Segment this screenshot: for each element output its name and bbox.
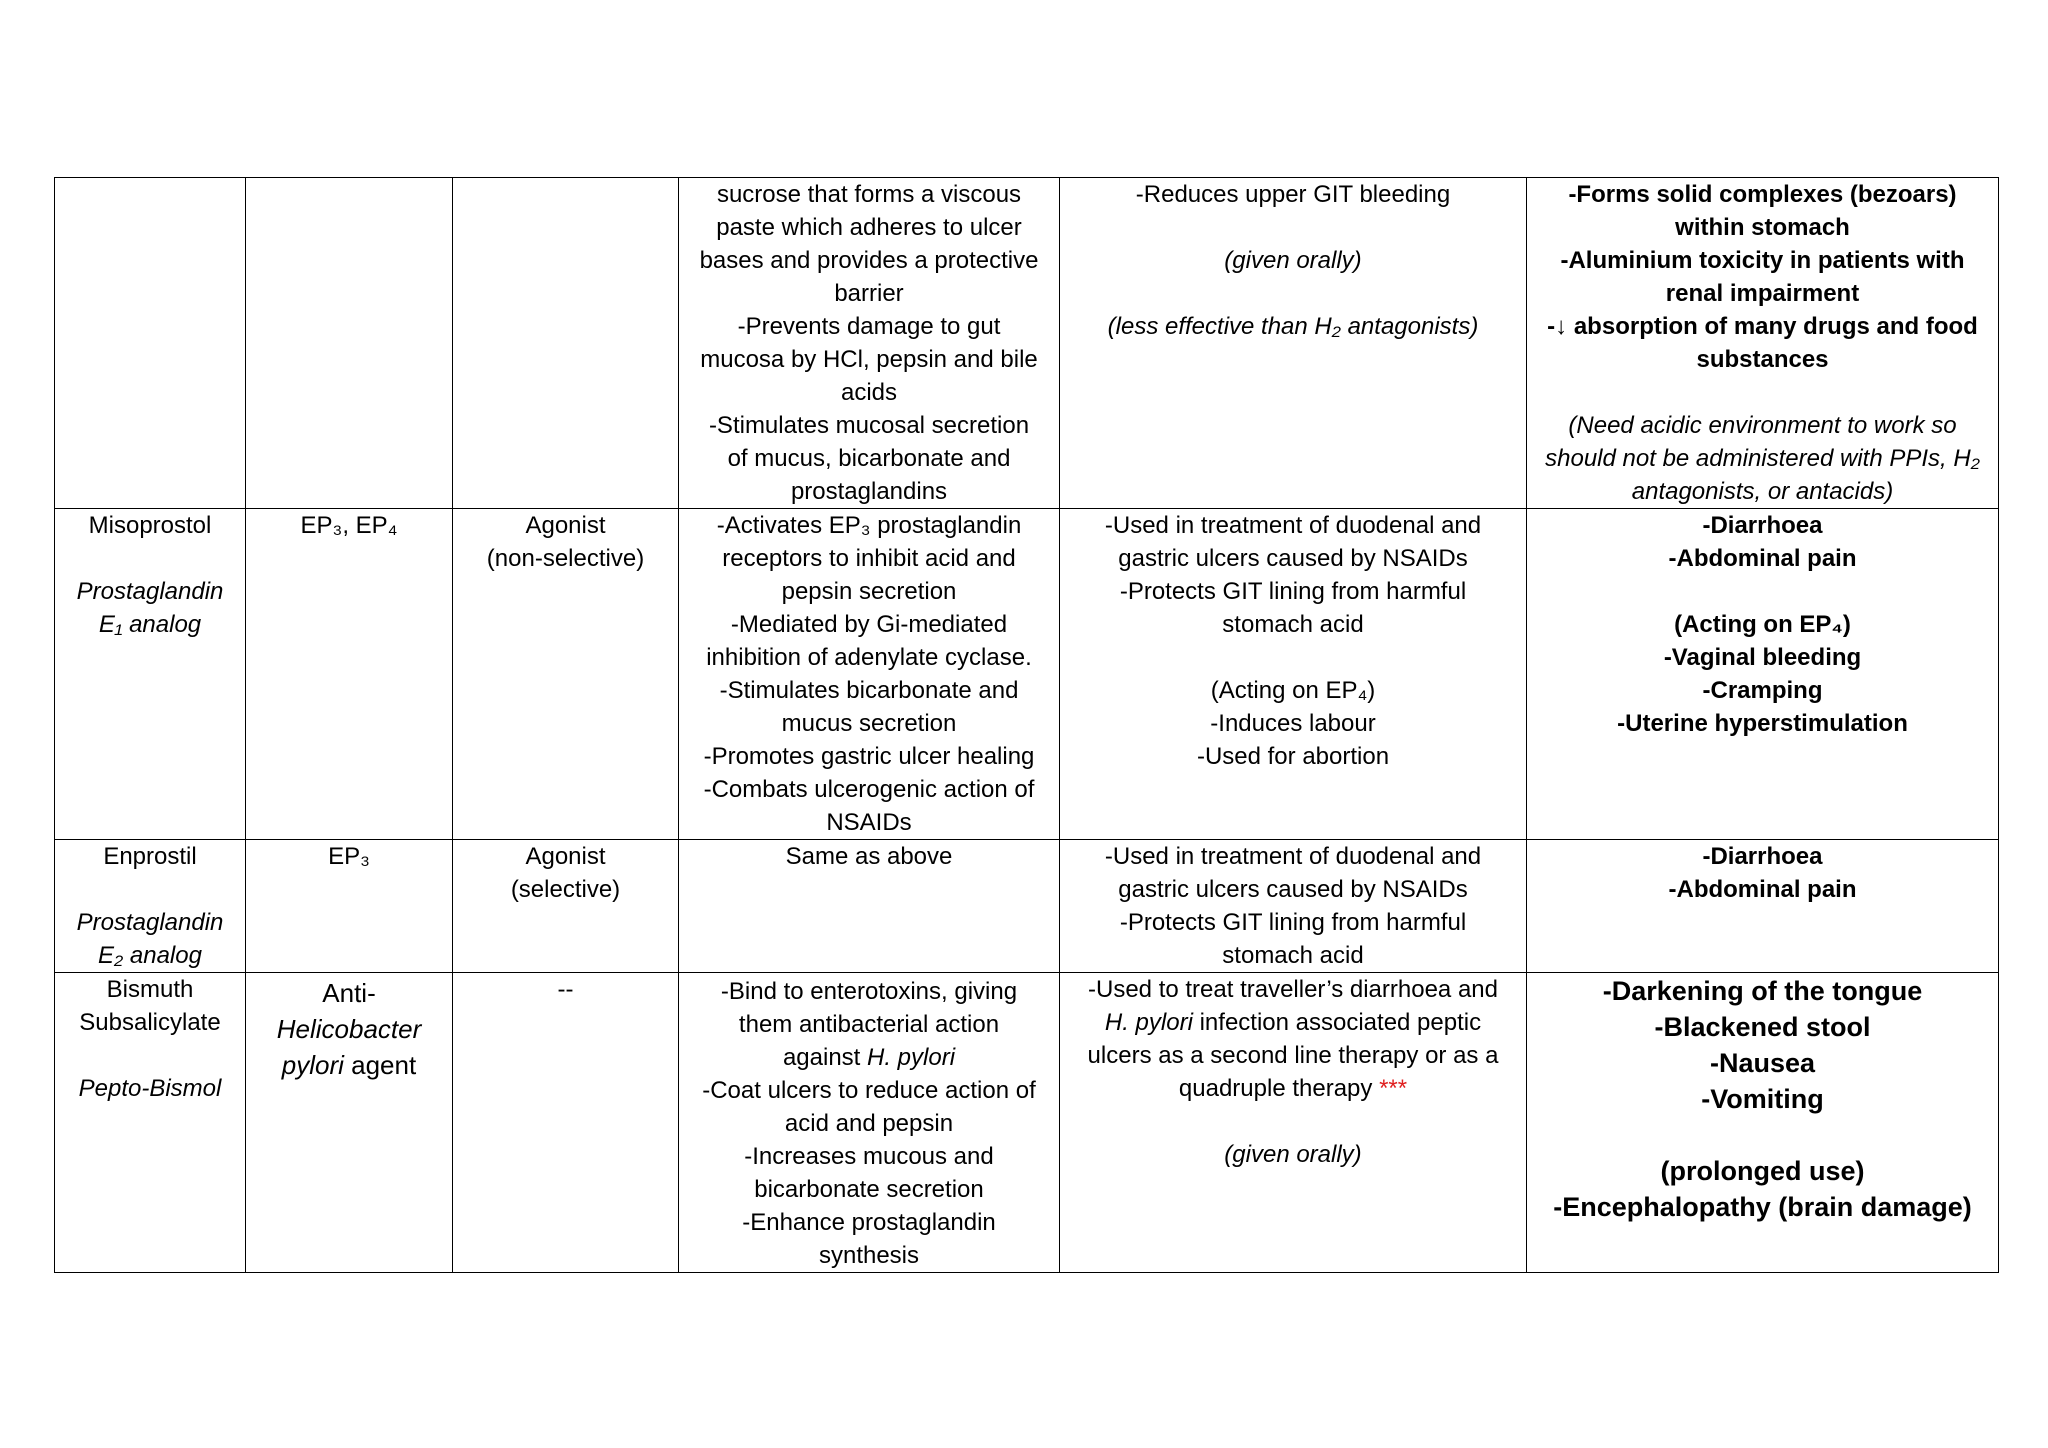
action-cell xyxy=(453,509,679,840)
text-line: Agonist xyxy=(525,512,606,539)
drug-class: E₂ analog xyxy=(98,942,202,969)
uses-cell xyxy=(1060,973,1527,1273)
action-cell xyxy=(453,973,679,1273)
text-line: (Need acidic environment to work so xyxy=(1568,412,1957,439)
blank-line xyxy=(1070,277,1516,310)
text-line: -Uterine hyperstimulation xyxy=(1617,710,1908,737)
text-line: -Diarrhoea xyxy=(1702,512,1823,539)
side-effects-cell xyxy=(1527,973,1999,1273)
text-line: -Bind to enterotoxins, giving xyxy=(720,978,1018,1005)
text-line: EP₃ xyxy=(328,843,370,870)
drug-name: Subsalicylate xyxy=(79,1009,221,1036)
text-line: -Used for abortion xyxy=(1196,743,1390,770)
table-row xyxy=(55,840,1999,973)
text-line: receptors to inhibit acid and xyxy=(722,545,1016,572)
text-line: gastric ulcers caused by NSAIDs xyxy=(1118,876,1468,903)
text-line xyxy=(1070,1006,1516,1039)
text-line: -Abdominal pain xyxy=(1668,876,1857,903)
blank-line xyxy=(65,873,235,906)
text-line: acid and pepsin xyxy=(784,1110,954,1137)
text-line: (Acting on EP₄) xyxy=(1674,611,1851,638)
text-line xyxy=(256,1047,442,1083)
text-line: renal impairment xyxy=(1665,280,1860,307)
text-line: -- xyxy=(557,976,574,1003)
side-effects-cell xyxy=(1527,509,1999,840)
target-cell xyxy=(246,840,453,973)
drug-name: Misoprostol xyxy=(88,512,212,539)
text-line: bicarbonate secretion xyxy=(754,1176,984,1203)
blank-line xyxy=(65,1039,235,1072)
text-line: Agonist xyxy=(525,843,606,870)
text-line: (less effective than H₂ antagonists) xyxy=(1107,313,1479,340)
text-line: -Stimulates mucosal secretion xyxy=(708,412,1030,439)
target-cell xyxy=(246,178,453,509)
text-line: -Coat ulcers to reduce action of xyxy=(702,1077,1036,1104)
mechanism-cell xyxy=(679,178,1060,509)
drug-cell xyxy=(55,840,246,973)
text-line: gastric ulcers caused by NSAIDs xyxy=(1118,545,1468,572)
text-line: Anti- xyxy=(322,978,376,1008)
text-line: -Cramping xyxy=(1702,677,1823,704)
uses-cell xyxy=(1060,178,1527,509)
text-fragment: H. pylori xyxy=(1104,1009,1193,1036)
table-row xyxy=(55,509,1999,840)
text-line: -Aluminium toxicity in patients with xyxy=(1560,247,1965,274)
table-row xyxy=(55,178,1999,509)
text-line: paste which adheres to ulcer xyxy=(716,214,1022,241)
text-line: -Vaginal bleeding xyxy=(1663,644,1862,671)
uses-cell xyxy=(1060,840,1527,973)
text-line: -Used to treat traveller’s diarrhoea and xyxy=(1088,976,1498,1003)
text-fragment: infection associated peptic xyxy=(1199,1009,1482,1036)
text-line: EP₃, EP₄ xyxy=(300,512,398,539)
text-line: (selective) xyxy=(510,876,621,903)
text-line: bases and provides a protective xyxy=(699,247,1039,274)
text-line: -Forms solid complexes (bezoars) xyxy=(1568,181,1957,208)
text-line: -Activates EP₃ prostaglandin xyxy=(716,512,1022,539)
text-fragment: quadruple therapy xyxy=(1178,1075,1373,1102)
text-line: pepsin secretion xyxy=(781,578,957,605)
text-line: -Mediated by Gi-mediated xyxy=(730,611,1008,638)
text-line: (non-selective) xyxy=(486,545,645,572)
text-line: sucrose that forms a viscous xyxy=(716,181,1022,208)
target-cell xyxy=(246,509,453,840)
text-line: NSAIDs xyxy=(826,809,912,836)
text-line: (given orally) xyxy=(1224,1141,1362,1168)
side-effects-cell xyxy=(1527,840,1999,973)
text-line: -Diarrhoea xyxy=(1702,843,1823,870)
action-cell xyxy=(453,178,679,509)
text-line: -Enhance prostaglandin xyxy=(742,1209,996,1236)
drug-cell xyxy=(55,509,246,840)
text-line: (given orally) xyxy=(1224,247,1362,274)
text-line: barrier xyxy=(834,280,904,307)
text-line: them antibacterial action xyxy=(738,1011,1000,1038)
side-effects-cell xyxy=(1527,178,1999,509)
drug-cell xyxy=(55,973,246,1273)
text-line: -Blackened stool xyxy=(1654,1012,1871,1042)
text-line: -Protects GIT lining from harmful xyxy=(1119,578,1467,605)
blank-line xyxy=(65,542,235,575)
mechanism-cell xyxy=(679,840,1060,973)
brand-name: Pepto-Bismol xyxy=(78,1075,222,1102)
text-line: (prolonged use) xyxy=(1660,1156,1865,1186)
text-line: within stomach xyxy=(1675,214,1850,241)
text-line: -Darkening of the tongue xyxy=(1602,976,1923,1006)
text-line: (Acting on EP₄) xyxy=(1210,677,1376,704)
drug-class: E₁ analog xyxy=(98,611,202,638)
text-line: mucus secretion xyxy=(781,710,957,737)
text-line: -Vomiting xyxy=(1701,1084,1824,1114)
text-line: Helicobacter xyxy=(276,1014,422,1044)
blank-line xyxy=(1070,1105,1516,1138)
text-line: antagonists, or antacids) xyxy=(1631,478,1894,505)
drug-class: Prostaglandin xyxy=(76,909,224,936)
text-fragment: pylori xyxy=(281,1050,344,1080)
blank-line xyxy=(1537,376,1988,409)
uses-cell xyxy=(1060,509,1527,840)
text-line: -Promotes gastric ulcer healing xyxy=(703,743,1035,770)
drug-cell xyxy=(55,178,246,509)
text-fragment: H. pylori xyxy=(867,1044,956,1071)
text-line: substances xyxy=(1696,346,1829,373)
text-line: prostaglandins xyxy=(790,478,948,505)
text-line: stomach acid xyxy=(1222,611,1364,638)
mechanism-cell xyxy=(679,509,1060,840)
text-line: -Abdominal pain xyxy=(1668,545,1857,572)
table-row xyxy=(55,973,1999,1273)
text-line: mucosa by HCl, pepsin and bile xyxy=(700,346,1038,373)
text-line: of mucus, bicarbonate and xyxy=(727,445,1011,472)
blank-line xyxy=(1537,1117,1988,1153)
text-line: -Induces labour xyxy=(1210,710,1376,737)
text-line: acids xyxy=(840,379,898,406)
text-line: -↓ absorption of many drugs and food xyxy=(1547,313,1978,340)
text-line xyxy=(689,1041,1049,1074)
text-line: Same as above xyxy=(785,843,953,870)
text-line: -Combats ulcerogenic action of xyxy=(703,776,1035,803)
text-line: -Prevents damage to gut xyxy=(737,313,1001,340)
target-cell xyxy=(246,973,453,1273)
action-cell xyxy=(453,840,679,973)
mechanism-cell xyxy=(679,973,1060,1273)
text-fragment: against xyxy=(782,1044,861,1071)
text-line: should not be administered with PPIs, H₂ xyxy=(1545,445,1980,472)
text-line: -Protects GIT lining from harmful xyxy=(1119,909,1467,936)
text-line: -Used in treatment of duodenal and xyxy=(1104,512,1482,539)
text-line: stomach acid xyxy=(1222,942,1364,969)
drug-name: Enprostil xyxy=(103,843,197,870)
text-line: -Stimulates bicarbonate and xyxy=(719,677,1019,704)
text-line: -Reduces upper GIT bleeding xyxy=(1135,181,1451,208)
text-fragment: agent xyxy=(351,1050,417,1080)
footnote-marker: *** xyxy=(1379,1075,1408,1102)
drug-class: Prostaglandin xyxy=(76,578,224,605)
text-line: synthesis xyxy=(818,1242,920,1269)
text-line: -Encephalopathy (brain damage) xyxy=(1553,1192,1972,1222)
text-line: ulcers as a second line therapy or as a xyxy=(1087,1042,1499,1069)
text-line xyxy=(1070,1072,1516,1105)
blank-line xyxy=(1070,641,1516,674)
blank-line xyxy=(1070,211,1516,244)
blank-line xyxy=(1537,575,1988,608)
text-line: -Used in treatment of duodenal and xyxy=(1104,843,1482,870)
text-line: -Nausea xyxy=(1709,1048,1816,1078)
drug-name: Bismuth xyxy=(106,976,194,1003)
drug-table xyxy=(54,177,1999,1273)
text-line: inhibition of adenylate cyclase. xyxy=(706,644,1032,671)
text-line: -Increases mucous and xyxy=(744,1143,994,1170)
